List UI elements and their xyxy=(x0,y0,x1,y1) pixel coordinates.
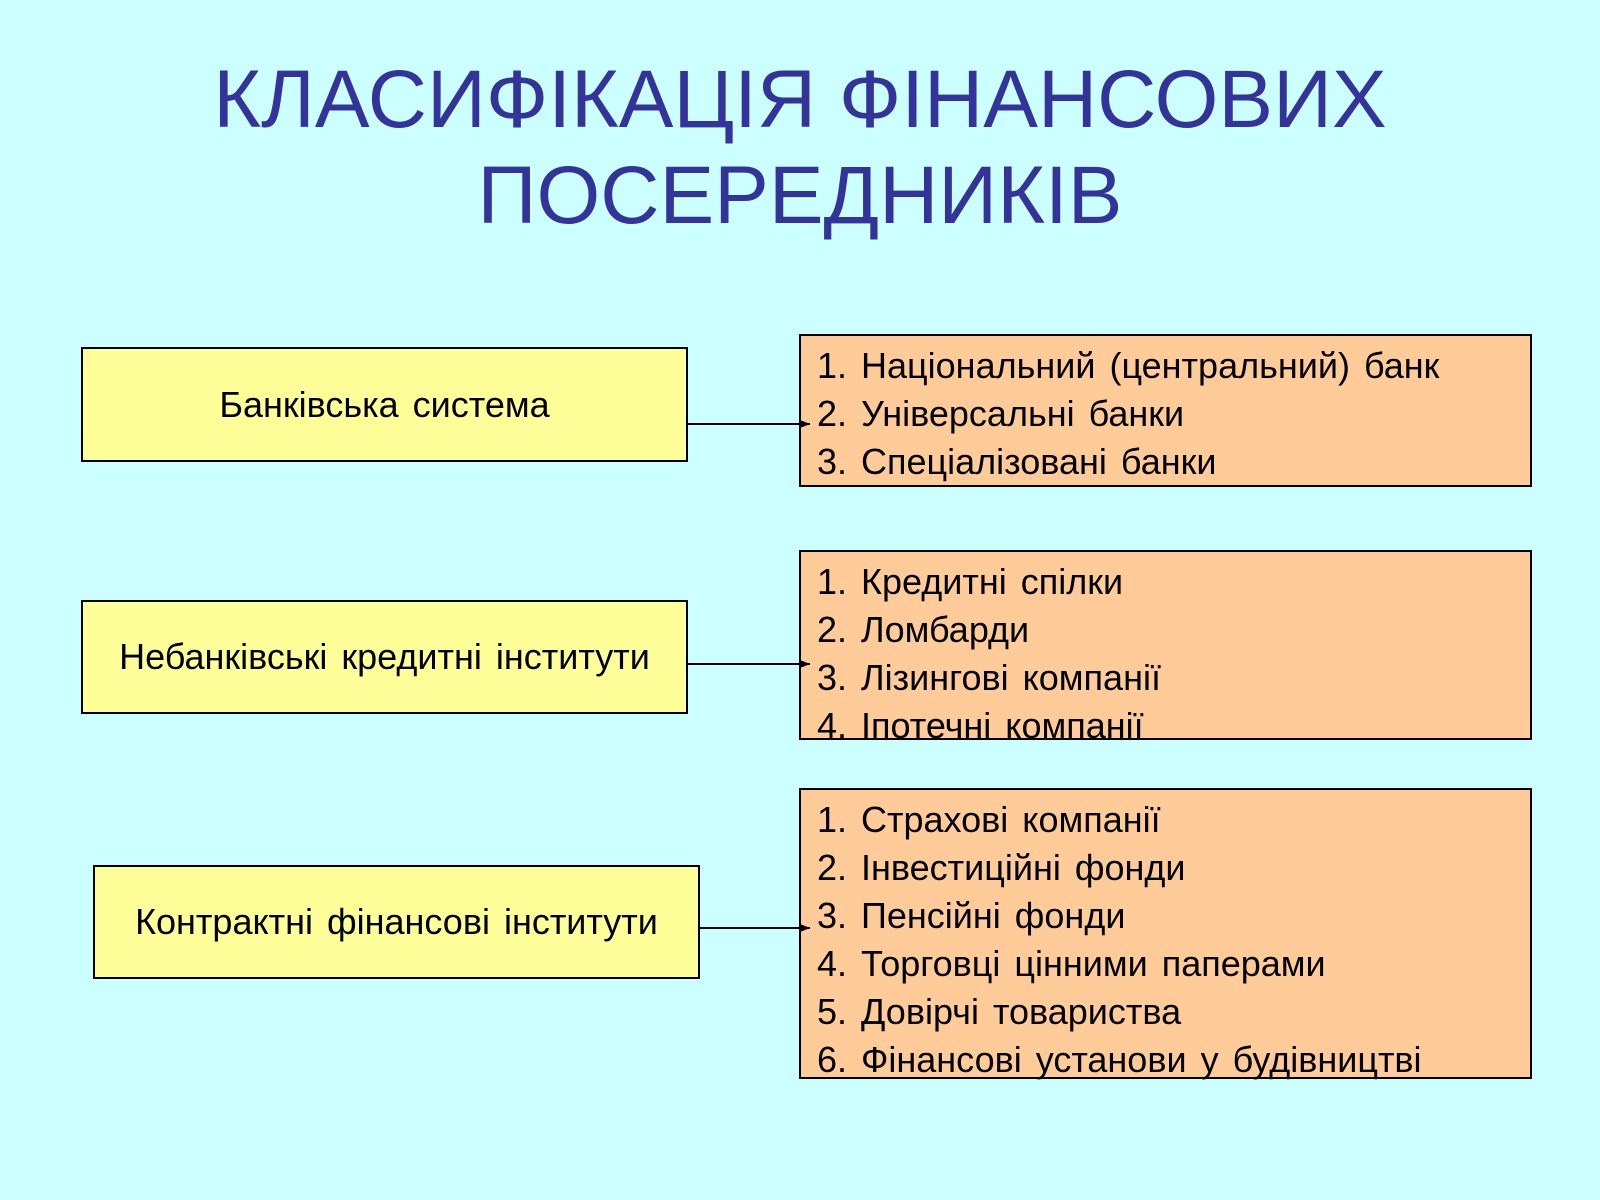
category-label: Небанківські кредитні інститути xyxy=(119,636,650,677)
list-box-contractual xyxy=(799,788,1532,1079)
list-item: 4. Іпотечні компанії xyxy=(817,705,1144,746)
category-label: Банківська система xyxy=(219,383,550,425)
slide-title xyxy=(0,52,1600,244)
list-item: 3. Лізингові компанії xyxy=(817,657,1161,698)
list-item: 5. Довірчі товариства xyxy=(817,991,1182,1032)
list-item: 3. Пенсійні фонди xyxy=(817,895,1126,936)
slide-title-line-1: КЛАСИФІКАЦІЯ ФІНАНСОВИХ xyxy=(213,54,1387,145)
list-item: 1. Кредитні спілки xyxy=(817,561,1124,602)
list-box-banking-system xyxy=(799,334,1532,487)
list-item: 2. Універсальні банки xyxy=(817,393,1185,434)
category-box-nonbank-credit xyxy=(81,600,688,714)
category-box-banking-system xyxy=(81,347,688,462)
list-item: 1. Національний (центральний) банк xyxy=(817,345,1440,386)
list-item: 3. Спеціалізовані банки xyxy=(817,441,1217,482)
list-item: 6. Фінансові установи у будівництві xyxy=(817,1039,1422,1080)
list-item: 4. Торговці цінними паперами xyxy=(817,943,1326,984)
list-item: 2. Інвестиційні фонди xyxy=(817,847,1186,888)
category-box-contractual xyxy=(93,865,700,979)
list-box-nonbank-credit xyxy=(799,550,1532,746)
slide-title-line-2: ПОСЕРЕДНИКІВ xyxy=(477,150,1123,241)
list-item: 2. Ломбарди xyxy=(817,609,1030,650)
list-item: 1. Страхові компанії xyxy=(817,799,1161,840)
category-label: Контрактні фінансові інститути xyxy=(135,901,658,942)
